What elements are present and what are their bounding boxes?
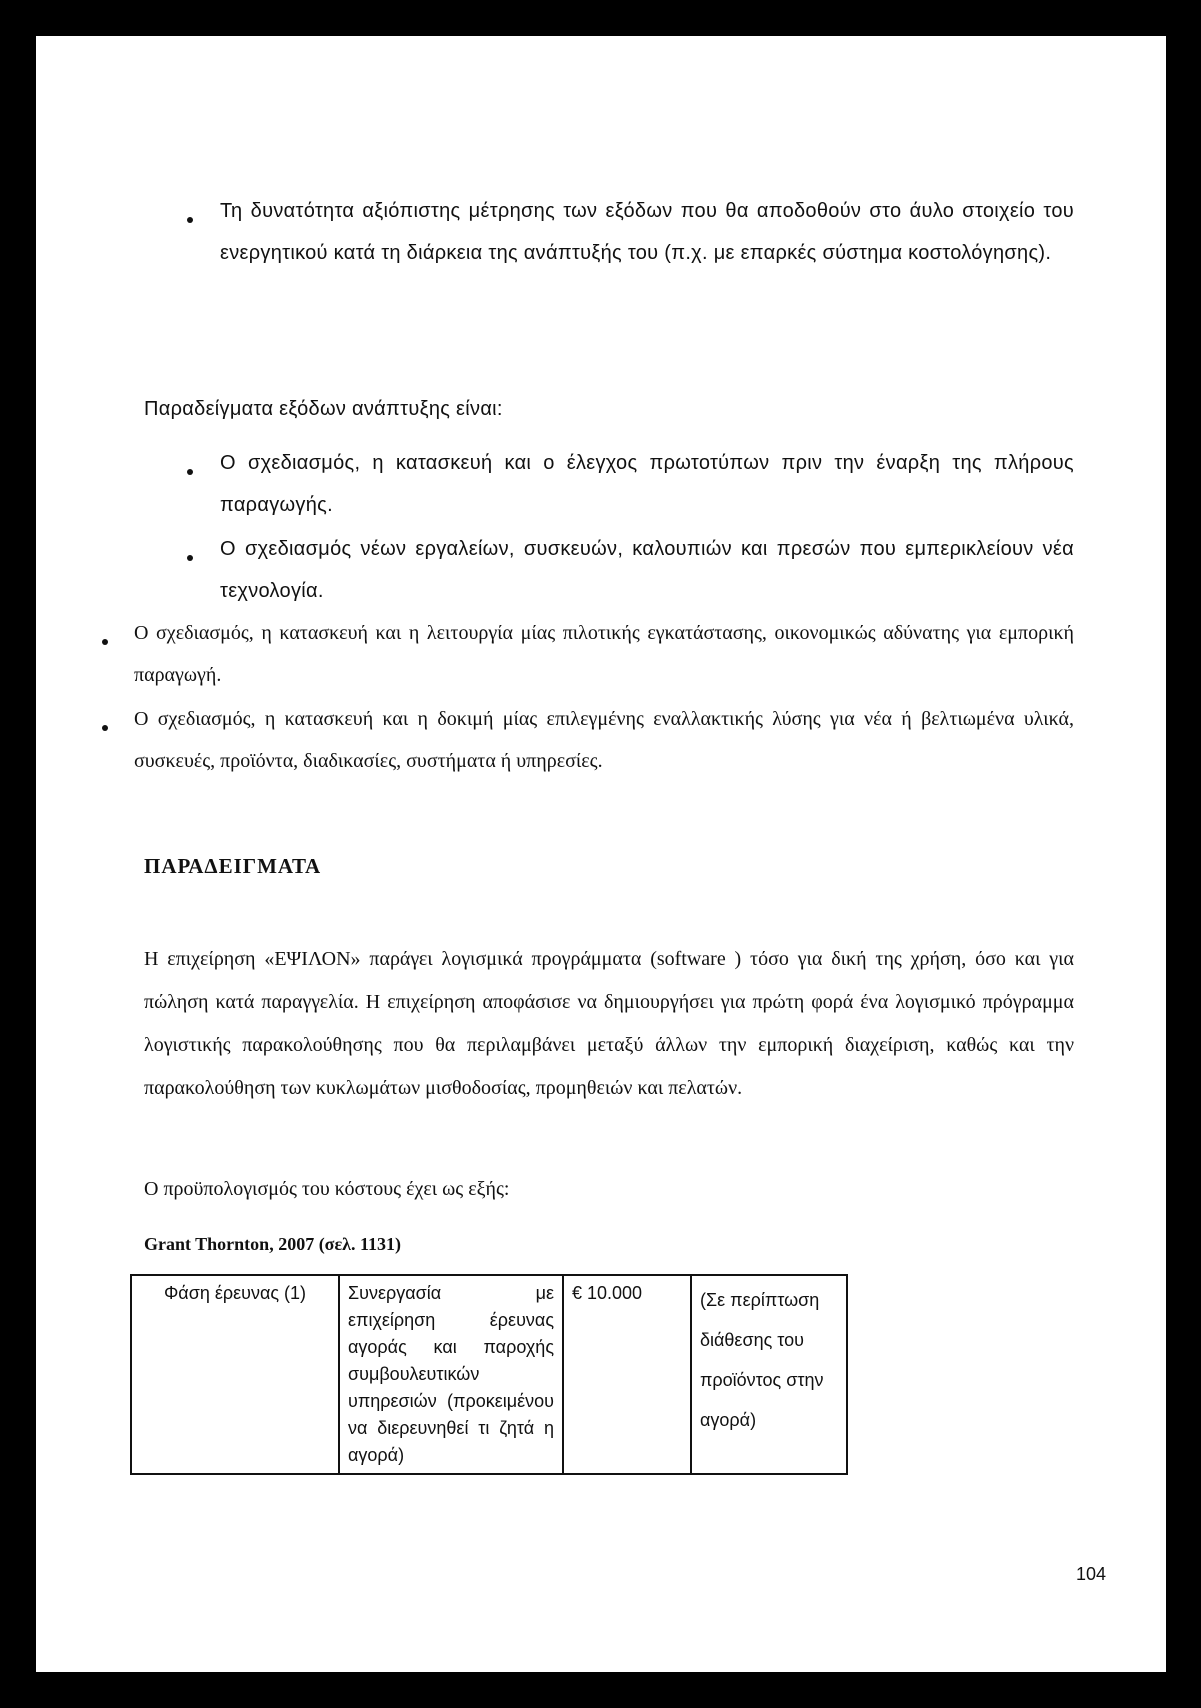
amount-cell: € 10.000 bbox=[563, 1275, 691, 1474]
bullet-dot bbox=[102, 725, 108, 731]
phase-cell: Φάση έρευνας (1) bbox=[131, 1275, 339, 1474]
table-row bbox=[131, 1275, 847, 1474]
document-page bbox=[36, 36, 1166, 1672]
example-bullet-2: Ο σχεδιασμός νέων εργαλείων, συσκευών, καλουπιών και πρεσών που εμπερικλείουν νέα τεχνολογία. bbox=[220, 538, 1074, 602]
bullet-dot bbox=[102, 639, 108, 645]
example-bullet-1: Ο σχεδιασμός, η κατασκευή και ο έλεγχος πρωτοτύπων πριν την έναρξη της πλήρους παραγωγής. bbox=[220, 452, 1074, 516]
bullet-dot bbox=[187, 217, 193, 223]
budget-intro: Ο προϋπολογισμός του κόστους έχει ως εξής: bbox=[144, 1178, 510, 1200]
description-cell: Συνεργασία με επιχείρηση έρευνας αγοράς και παροχής συμβουλευτικών υπηρεσιών (προκειμένου να διερευνηθεί τι ζητά η αγορά) bbox=[339, 1275, 563, 1474]
bullet-dot bbox=[187, 555, 193, 561]
example-paragraph: Η επιχείρηση «ΕΨΙΛΟΝ» παράγει λογισμικά προγράμματα (software ) τόσο για δική της χρήση, όσο και για πώληση κατά παραγγελία. Η επιχείρηση αποφάσισε να δημιουργήσει για πρώτη φορά ένα λογισμικό πρόγραμμα λογιστικής παρακολούθησης που θα περιλαμβάνει μεταξύ άλλων την εμπορική διαχείριση, καθώς και την παρακολούθηση των κυκλωμάτων μισθοδοσίας, προμηθειών και πελατών. bbox=[144, 948, 1074, 1099]
bullet-dot bbox=[187, 469, 193, 475]
page-number: 104 bbox=[1075, 1564, 1106, 1584]
source-caption: Grant Thornton, 2007 (σελ. 1131) bbox=[144, 1234, 402, 1254]
budget-table bbox=[130, 1274, 848, 1475]
bullet-text: Τη δυνατότητα αξιόπιστης μέτρησης των εξόδων που θα αποδοθούν στο άυλο στοιχείο του ενεργητικού κατά τη διάρκεια της ανάπτυξής του (π.χ. με επαρκές σύστημα κοστολόγησης). bbox=[220, 200, 1074, 264]
example-bullet-4: Ο σχεδιασμός, η κατασκευή και η δοκιμή μίας επιλεγμένης εναλλακτικής λύσης για νέα ή βελτιωμένα υλικά, συσκευές, προϊόντα, διαδικασίες, συστήματα ή υπηρεσίες. bbox=[134, 708, 1074, 772]
examples-intro: Παραδείγματα εξόδων ανάπτυξης είναι: bbox=[144, 398, 503, 420]
note-cell: (Σε περίπτωση διάθεσης του προϊόντος στην αγορά) bbox=[691, 1275, 847, 1474]
example-bullet-3: Ο σχεδιασμός, η κατασκευή και η λειτουργία μίας πιλοτικής εγκατάστασης, οικονομικώς αδύνατης για εμπορική παραγωγή. bbox=[134, 622, 1074, 686]
section-heading: ΠΑΡΑΔΕΙΓΜΑΤΑ bbox=[144, 854, 322, 878]
